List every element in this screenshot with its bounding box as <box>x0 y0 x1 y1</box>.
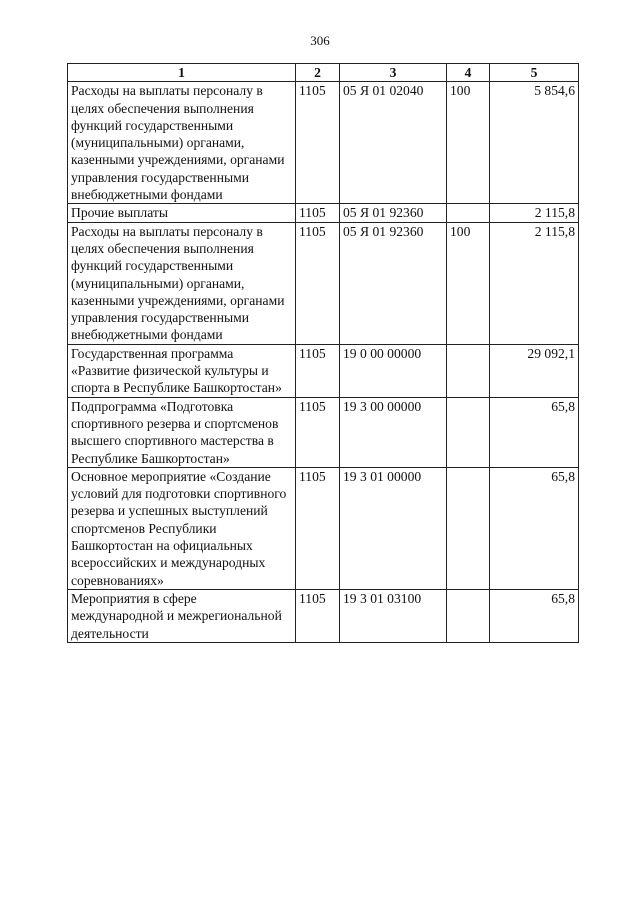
row-amount: 2 115,8 <box>490 204 579 222</box>
column-header-1: 1 <box>68 64 296 82</box>
row-type: 100 <box>447 82 490 204</box>
row-amount: 65,8 <box>490 467 579 589</box>
row-type <box>447 204 490 222</box>
row-amount: 29 092,1 <box>490 344 579 397</box>
column-header-2: 2 <box>296 64 340 82</box>
row-name: Государственная программа «Развитие физической культуры и спорта в Республике Башкортостан» <box>68 344 296 397</box>
table-row <box>68 397 579 467</box>
row-code: 05 Я 01 02040 <box>340 82 447 204</box>
row-code: 19 3 01 03100 <box>340 589 447 642</box>
table-row <box>68 222 579 344</box>
row-name: Расходы на выплаты персоналу в целях обеспечения выполнения функций государственными (муниципальными) органами, казенными учреждениями, органами управления государственными внебюджетными фондами <box>68 82 296 204</box>
row-name: Прочие выплаты <box>68 204 296 222</box>
row-section: 1105 <box>296 344 340 397</box>
row-code: 05 Я 01 92360 <box>340 204 447 222</box>
row-amount: 65,8 <box>490 589 579 642</box>
table-row <box>68 204 579 222</box>
row-section: 1105 <box>296 204 340 222</box>
row-name: Подпрограмма «Подготовка спортивного резерва и спортсменов высшего спортивного мастерства в Республике Башкортостан» <box>68 397 296 467</box>
row-amount: 5 854,6 <box>490 82 579 204</box>
row-name: Мероприятия в сфере международной и межрегиональной деятельности <box>68 589 296 642</box>
row-amount: 65,8 <box>490 397 579 467</box>
column-header-5: 5 <box>490 64 579 82</box>
row-type <box>447 344 490 397</box>
table-row <box>68 589 579 642</box>
row-type <box>447 397 490 467</box>
row-section: 1105 <box>296 82 340 204</box>
page-number: 306 <box>310 33 330 48</box>
row-section: 1105 <box>296 589 340 642</box>
table-header-row <box>68 64 579 82</box>
row-code: 19 3 01 00000 <box>340 467 447 589</box>
row-name: Расходы на выплаты персоналу в целях обеспечения выполнения функций государственными (муниципальными) органами, казенными учреждениями, органами управления государственными внебюджетными фондами <box>68 222 296 344</box>
row-name: Основное мероприятие «Создание условий для подготовки спортивного резерва и успешных выступлений спортсменов Республики Башкортостан на официальных всероссийских и международных соревнованиях» <box>68 467 296 589</box>
row-section: 1105 <box>296 467 340 589</box>
row-type <box>447 467 490 589</box>
table-row <box>68 467 579 589</box>
column-header-3: 3 <box>340 64 447 82</box>
table-row <box>68 344 579 397</box>
row-type <box>447 589 490 642</box>
row-type: 100 <box>447 222 490 344</box>
table-row <box>68 82 579 204</box>
row-amount: 2 115,8 <box>490 222 579 344</box>
row-code: 19 3 00 00000 <box>340 397 447 467</box>
column-header-4: 4 <box>447 64 490 82</box>
row-code: 05 Я 01 92360 <box>340 222 447 344</box>
row-code: 19 0 00 00000 <box>340 344 447 397</box>
row-section: 1105 <box>296 397 340 467</box>
budget-table <box>67 63 579 643</box>
row-section: 1105 <box>296 222 340 344</box>
